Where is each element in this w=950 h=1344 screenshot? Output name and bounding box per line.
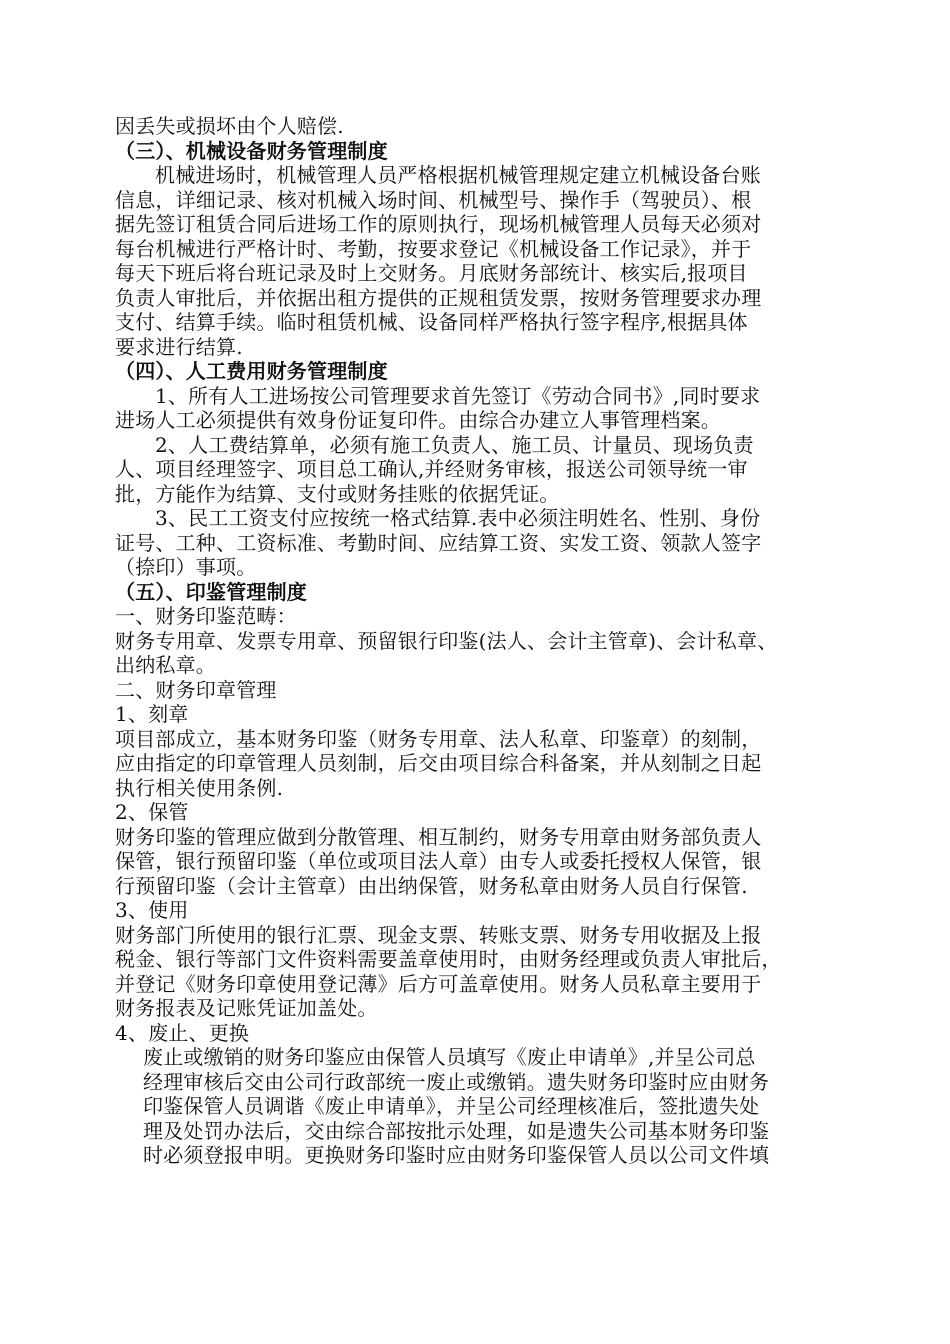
text-line: 一、财务印鉴范畴： bbox=[115, 604, 297, 628]
text-line: 据先签订租赁合同后进场工作的原则执行，现场机械管理人员每天必须对 bbox=[115, 212, 762, 236]
text-line: 3、使用 bbox=[115, 898, 189, 922]
text-line: 税金、银行等部门文件资料需要盖章使用时，由财务经理或负责人审批后， bbox=[115, 947, 782, 971]
section-heading: （五）、印鉴管理制度 bbox=[115, 579, 307, 604]
text-line: 1、刻章 bbox=[115, 702, 189, 726]
text-line: 证号、工种、工资标准、考勤时间、应结算工资、实发工资、领款人签字 bbox=[115, 530, 762, 555]
paragraph-first-line: 3、民工工资支付应按统一格式结算.表中必须注明姓名、性别、身份 bbox=[155, 506, 761, 530]
text-line: 信息，详细记录、核对机械入场时间、机械型号、操作手（驾驶员）、根 bbox=[115, 187, 752, 212]
text-line: 财务部门所使用的银行汇票、现金支票、转账支票、财务专用收据及上报 bbox=[115, 922, 762, 947]
text-line: 财务报表及记账凭证加盖处。 bbox=[115, 996, 378, 1020]
text-line: 要求进行结算. bbox=[115, 334, 243, 359]
text-line: 行预留印鉴（会计主管章）由出纳保管，财务私章由财务人员自行保管. bbox=[115, 873, 748, 898]
text-line: 每天下班后将台班记录及时上交财务。月底财务部统计、核实后,报项目 bbox=[115, 261, 748, 285]
text-line: 批，方能作为结算、支付或财务挂账的依据凭证。 bbox=[115, 481, 560, 506]
text-line: 执行相关使用条例. bbox=[115, 775, 284, 800]
text-line: 人、项目经理签字、项目总工确认,并经财务审核，报送公司领导统一审 bbox=[115, 457, 748, 481]
indented-text-line: 经理审核后交由公司行政部统一废止或缴销。遗失财务印鉴时应由财务 bbox=[143, 1069, 770, 1094]
text-line: 财务专用章、发票专用章、预留银行印鉴(法人、会计主管章)、会计私章、 bbox=[115, 628, 778, 653]
text-line: 二、财务印章管理 bbox=[115, 677, 277, 702]
indented-text-line: 废止或缴销的财务印鉴应由保管人员填写《废止申请单》,并呈公司总 bbox=[143, 1045, 756, 1069]
text-line: 负责人审批后，并依据出租方提供的正规租赁发票，按财务管理要求办理 bbox=[115, 285, 762, 310]
indented-text-line: 理及处罚办法后，交由综合部按批示处理，如是遗失公司基本财务印鉴 bbox=[143, 1118, 770, 1143]
text-line: 财务印鉴的管理应做到分散管理、相互制约，财务专用章由财务部负责人 bbox=[115, 824, 762, 849]
paragraph-first-line: 机械进场时，机械管理人员严格根据机械管理规定建立机械设备台账 bbox=[155, 163, 761, 187]
text-line: 进场人工必须提供有效身份证复印件。由综合办建立人事管理档案。 bbox=[115, 408, 721, 432]
paragraph-first-line: 1、所有人工进场按公司管理要求首先签订《劳动合同书》,同时要求 bbox=[155, 383, 761, 408]
indented-text-line: 印鉴保管人员调谐《废止申请单》，并呈公司经理核准后，签批遗失处 bbox=[143, 1094, 760, 1118]
text-line: 因丢失或损坏由个人赔偿. bbox=[115, 114, 344, 138]
paragraph-first-line: 2、人工费结算单，必须有施工负责人、施工员、计量员、现场负责 bbox=[155, 432, 754, 457]
indented-text-line: 时必须登报申明。更换财务印鉴时应由财务印鉴保管人员以公司文件填 bbox=[143, 1143, 770, 1167]
text-line: 每台机械进行严格计时、考勤，按要求登记《机械设备工作记录》，并于 bbox=[115, 236, 752, 261]
text-line: 支付、结算手续。临时租赁机械、设备同样严格执行签字程序,根据具体 bbox=[115, 310, 748, 334]
section-heading: （四）、人工费用财务管理制度 bbox=[115, 359, 388, 383]
text-line: 并登记《财务印章使用登记薄》后方可盖章使用。财务人员私章主要用于 bbox=[115, 971, 762, 996]
text-line: （捺印）事项。 bbox=[115, 555, 257, 579]
text-line: 4、废止、更换 bbox=[115, 1020, 250, 1045]
text-line: 出纳私章。 bbox=[115, 653, 216, 677]
text-line: 项目部成立，基本财务印鉴（财务专用章、法人私章、印鉴章）的刻制， bbox=[115, 726, 762, 751]
text-line: 应由指定的印章管理人员刻制，后交由项目综合科备案，并从刻制之日起 bbox=[115, 751, 762, 775]
document-body bbox=[115, 114, 850, 1168]
section-heading: （三）、机械设备财务管理制度 bbox=[115, 138, 388, 163]
text-line: 2、保管 bbox=[115, 800, 189, 824]
text-line: 保管，银行预留印鉴（单位或项目法人章）由专人或委托授权人保管，银 bbox=[115, 849, 762, 873]
